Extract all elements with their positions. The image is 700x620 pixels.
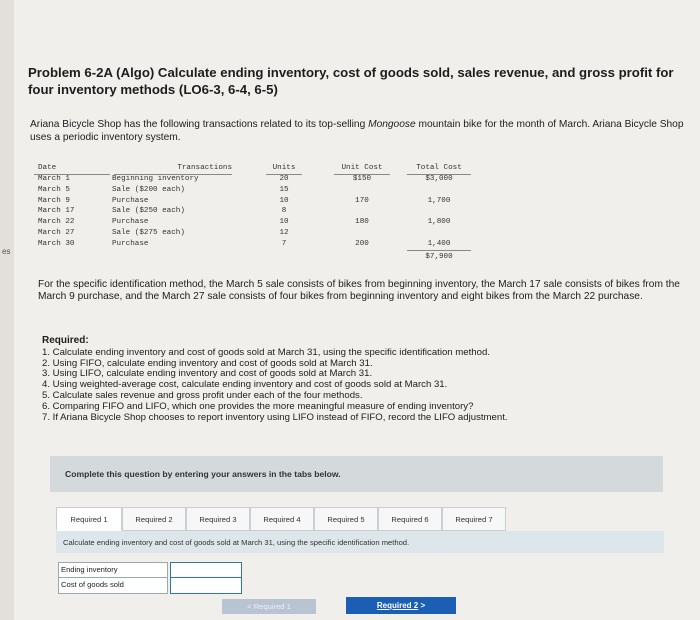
answer-row xyxy=(58,578,242,594)
required-item: 6. Comparing FIFO and LIFO, which one provides the more meaningful measure of ending inventory? xyxy=(42,400,474,412)
side-label: es xyxy=(2,247,11,256)
header-date: Date xyxy=(38,164,57,172)
cell-transaction: Purchase xyxy=(112,196,149,205)
instruction-text: Complete this question by entering your answers in the tabs below. xyxy=(65,469,341,479)
tab-panel-instruction xyxy=(56,531,664,553)
cell-unit-cost: 200 xyxy=(355,239,369,248)
prev-arrow-icon: < xyxy=(247,602,252,611)
total-rule xyxy=(407,250,471,251)
cell-date: March 9 xyxy=(38,196,70,205)
tab-required-4[interactable]: Required 4 xyxy=(250,507,314,531)
cell-date: March 17 xyxy=(38,207,75,216)
cell-transaction: Purchase xyxy=(112,218,149,227)
header-rule xyxy=(266,174,302,175)
tab-required-3[interactable]: Required 3 xyxy=(186,507,250,531)
cell-units: 10 xyxy=(279,196,289,205)
intro-paragraph xyxy=(30,118,698,144)
problem-title-line-2: four inventory methods (LO6-3, 6-4, 6-5) xyxy=(28,82,278,97)
answer-label: Cost of goods sold xyxy=(58,578,168,594)
header-transactions: Transactions xyxy=(177,164,232,172)
header-total-cost: Total Cost xyxy=(416,164,462,172)
cell-unit-cost xyxy=(334,185,390,196)
cell-total-cost: 1,800 xyxy=(427,218,451,227)
required-heading: Required: xyxy=(42,335,89,346)
cell-total-cost: 1,400 xyxy=(427,239,451,248)
left-edge-strip xyxy=(0,0,14,620)
next-required-button[interactable] xyxy=(346,597,456,614)
cell-unit-cost: $150 xyxy=(352,175,372,183)
panel-instruction-text: Calculate ending inventory and cost of goods sold at March 31, using the specific identification method. xyxy=(63,538,410,547)
cell-units: 8 xyxy=(281,207,287,216)
problem-title-line-1: Problem 6-2A (Algo) Calculate ending inventory, cost of goods sold, sales revenue, and gross profit for xyxy=(28,65,674,80)
cell-total-cost: 1,700 xyxy=(427,196,451,205)
cell-total-cost xyxy=(407,185,471,196)
cell-grand-total: $7,900 xyxy=(425,252,453,261)
header-rule xyxy=(407,174,471,175)
required-item: 1. Calculate ending inventory and cost of goods sold at March 31, using the specific identification method. xyxy=(42,346,490,358)
intro-text-after: mountain bike for the month of March. Ariana Bicycle Shop uses a periodic inventory system. xyxy=(30,119,684,143)
answer-row xyxy=(58,562,242,578)
cell-unit-cost: 180 xyxy=(355,218,369,227)
specific-id-paragraph: For the specific identification method, the March 5 sale consists of bikes from beginning inventory, the March 17 sale consists of bikes from the March 9 purchase, and the March 27 sale consists of four bikes from beginning inventory and eight bikes from the March 22 purchase. xyxy=(38,279,680,303)
intro-brand-italic: Mongoose xyxy=(368,119,416,130)
cell-transaction: Sale ($200 each) xyxy=(112,185,185,194)
ending-inventory-input[interactable] xyxy=(170,562,242,578)
next-arrow-icon: > xyxy=(420,601,426,610)
problem-title xyxy=(28,64,700,98)
prev-label: Required 1 xyxy=(253,602,291,611)
cell-unit-cost xyxy=(334,228,390,239)
cell-total-cost xyxy=(407,228,471,239)
cell-date: March 1 xyxy=(38,175,70,183)
cell-date: March 22 xyxy=(38,218,75,227)
header-unit-cost: Unit Cost xyxy=(341,164,383,172)
cell-units: 15 xyxy=(279,185,289,194)
next-label: Required 2 xyxy=(376,601,419,610)
cell-transaction: Sale ($250 each) xyxy=(112,207,185,216)
cell-date: March 5 xyxy=(38,185,70,194)
required-item: 5. Calculate sales revenue and gross profit under each of the four methods. xyxy=(42,389,363,401)
required-item: 7. If Ariana Bicycle Shop chooses to report inventory using LIFO instead of FIFO, record the LIFO adjustment. xyxy=(42,411,508,423)
cost-of-goods-sold-input[interactable] xyxy=(170,578,242,594)
cell-total-cost xyxy=(407,206,471,217)
cell-transaction: Beginning inventory xyxy=(112,175,199,183)
tab-required-5[interactable]: Required 5 xyxy=(314,507,378,531)
cell-transaction: Purchase xyxy=(112,239,149,248)
inventory-table xyxy=(34,163,474,271)
header-units: Units xyxy=(272,164,296,172)
cell-units: 7 xyxy=(281,239,287,248)
header-rule xyxy=(34,174,110,175)
required-item: 3. Using LIFO, calculate ending inventory and cost of goods sold at March 31. xyxy=(42,368,373,380)
cell-unit-cost: 170 xyxy=(355,196,369,205)
tab-required-1[interactable]: Required 1 xyxy=(56,507,122,531)
prev-required-button[interactable] xyxy=(222,599,316,614)
cell-units: 12 xyxy=(279,228,289,237)
cell-date: March 27 xyxy=(38,228,75,237)
intro-text-before: Ariana Bicycle Shop has the following transactions related to its top-selling xyxy=(30,119,369,130)
instruction-bar xyxy=(50,456,663,492)
answer-label: Ending inventory xyxy=(58,562,168,578)
tab-required-2[interactable]: Required 2 xyxy=(122,507,186,531)
required-item: 2. Using FIFO, calculate ending inventory and cost of goods sold at March 31. xyxy=(42,357,373,369)
cell-transaction: Sale ($275 each) xyxy=(112,228,185,237)
cell-units: 10 xyxy=(279,218,289,227)
required-list xyxy=(42,336,642,423)
tab-required-6[interactable]: Required 6 xyxy=(378,507,442,531)
tab-required-7[interactable]: Required 7 xyxy=(442,507,506,531)
cell-date: March 30 xyxy=(38,239,75,248)
required-item: 4. Using weighted-average cost, calculate ending inventory and cost of goods sold at March 31. xyxy=(42,379,448,391)
answer-table xyxy=(58,562,242,594)
header-rule xyxy=(334,174,390,175)
header-rule xyxy=(114,174,232,175)
cell-units: 20 xyxy=(279,175,289,183)
cell-total-cost: $3,000 xyxy=(425,175,453,183)
cell-unit-cost xyxy=(334,206,390,217)
